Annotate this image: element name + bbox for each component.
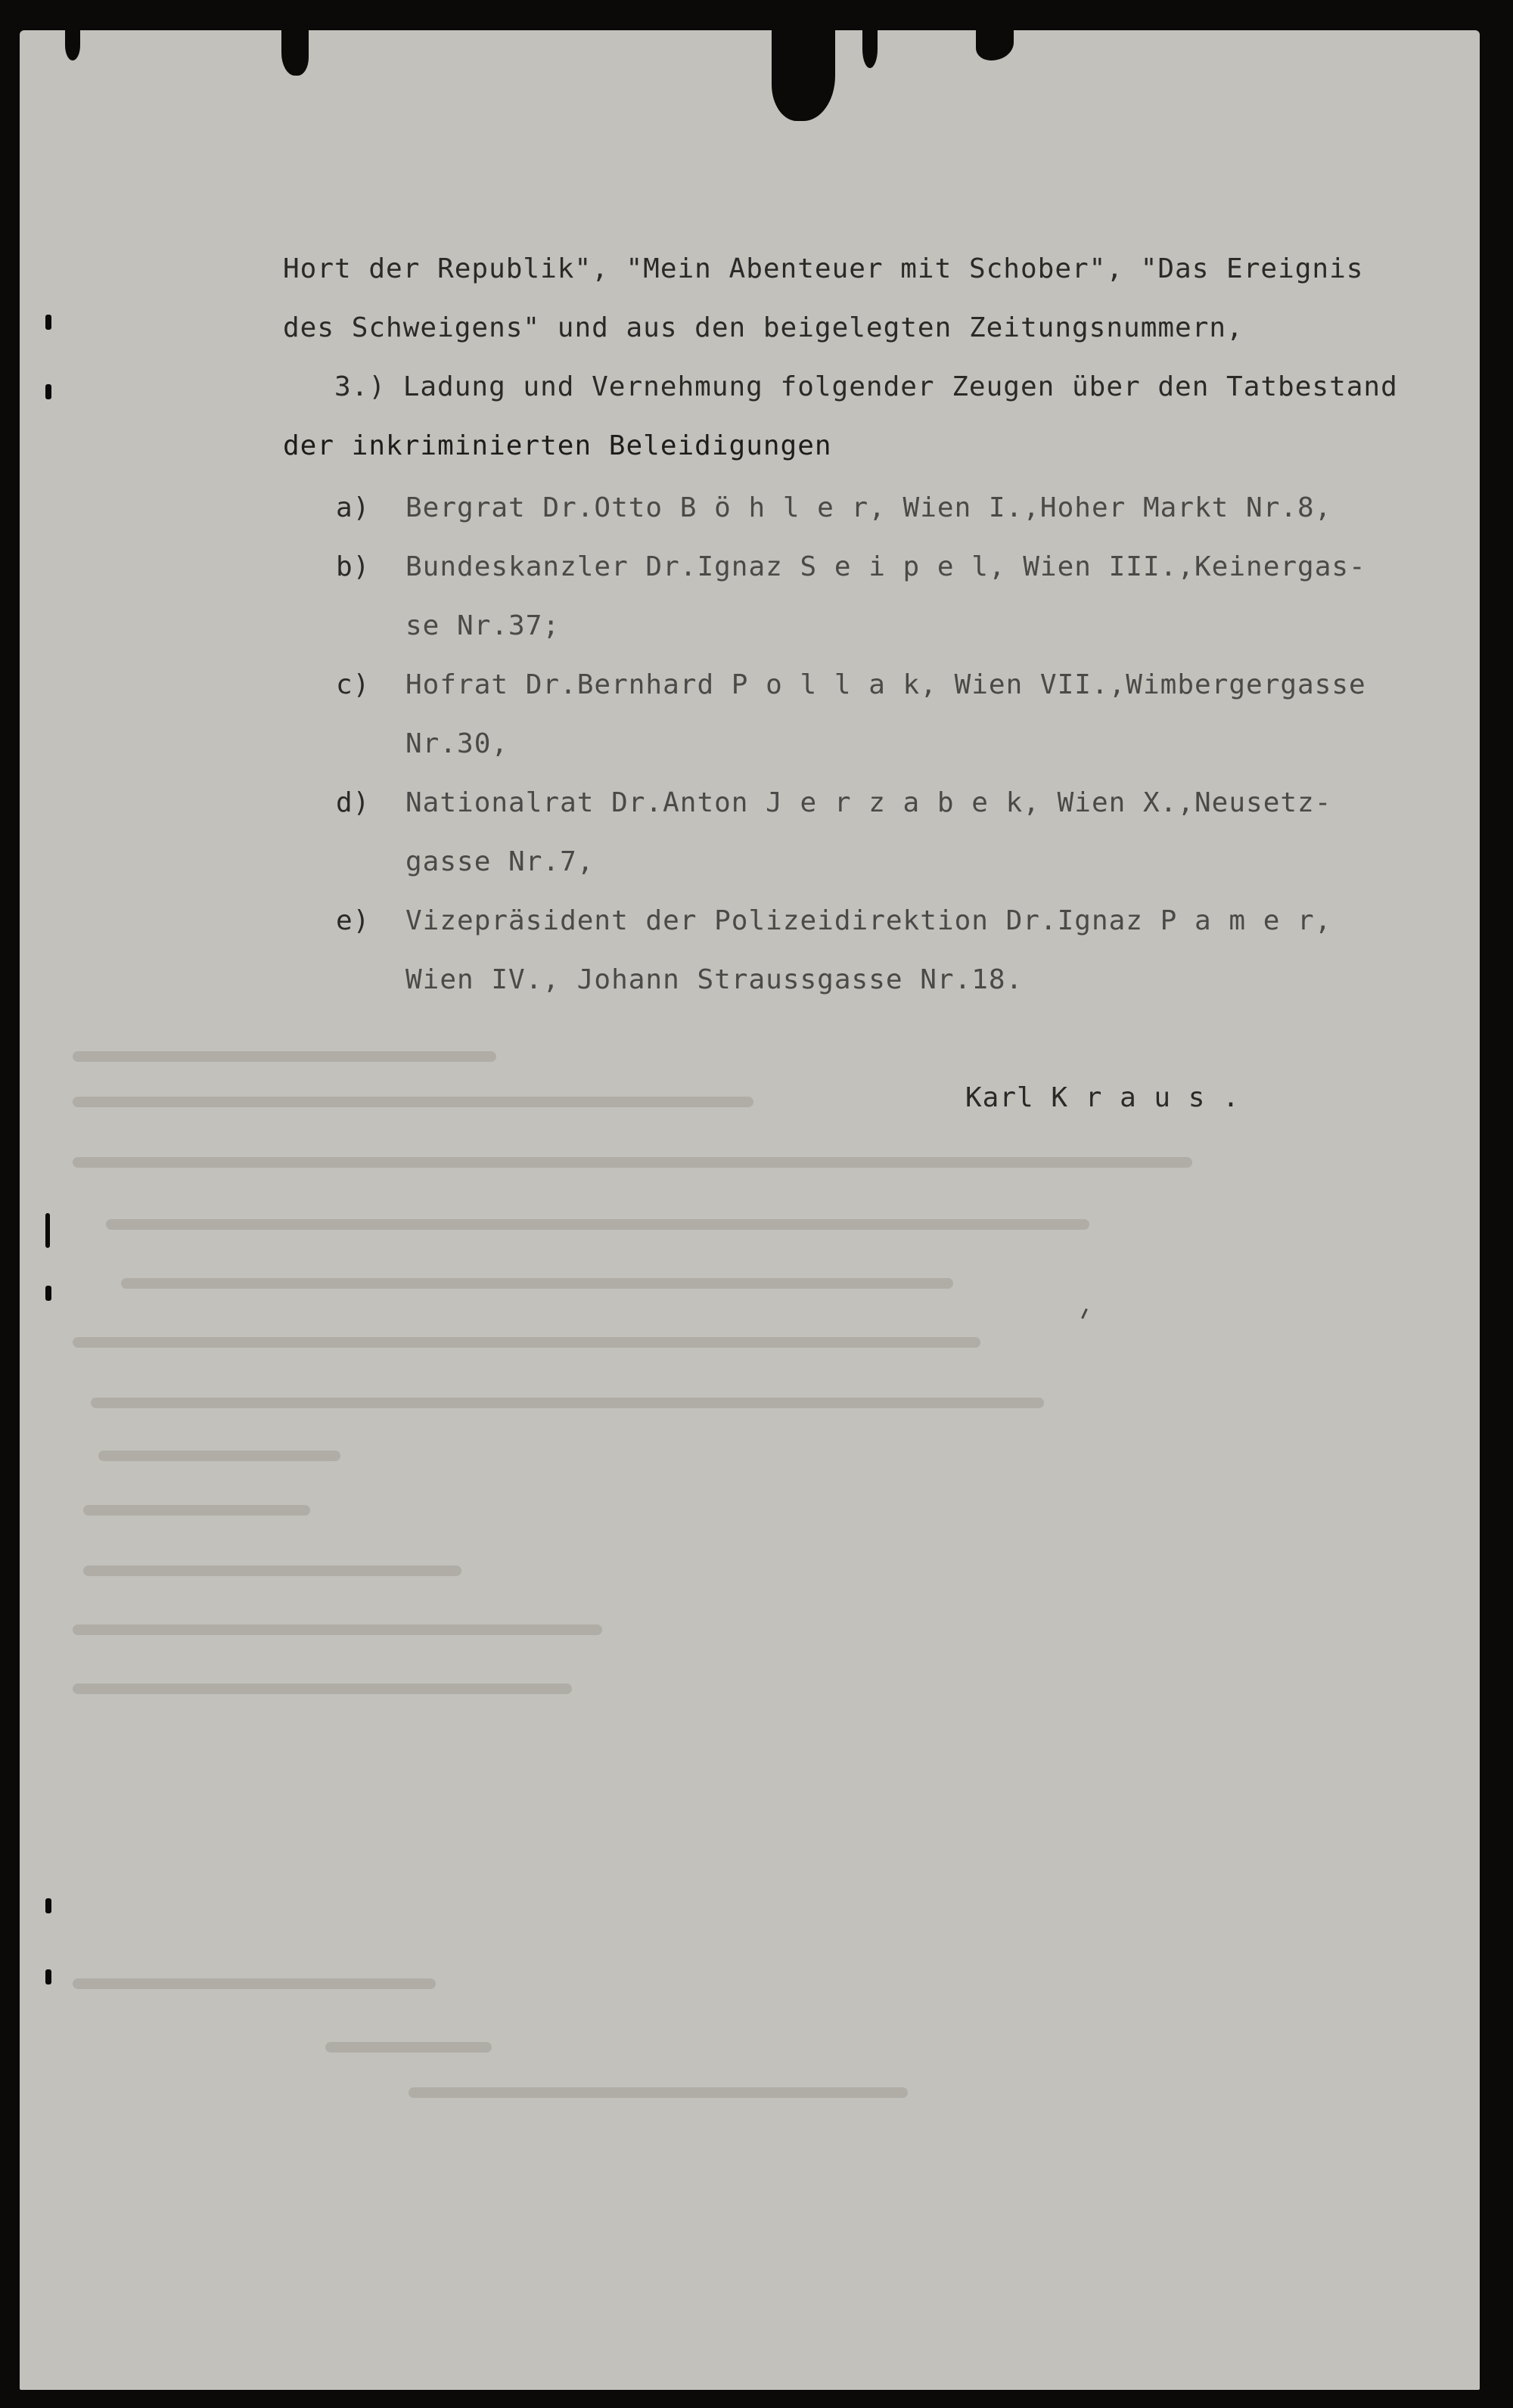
punch-hole-mark	[45, 1898, 51, 1913]
signature: Karl K r a u s .	[965, 1082, 1240, 1113]
torn-edge	[281, 30, 309, 76]
torn-edge	[772, 30, 835, 121]
list-label: c)	[336, 669, 371, 700]
witness-entry: Nr.30,	[405, 728, 509, 759]
witness-entry: Nationalrat Dr.Anton J e r z a b e k, Wien X.,Neusetz-	[405, 787, 1332, 818]
bleed-through-text	[409, 2087, 908, 2098]
list-label: b)	[336, 551, 371, 582]
bleed-through-text	[83, 1566, 461, 1576]
body-text-line: 3.) Ladung und Vernehmung folgender Zeugen über den Tatbestand	[334, 371, 1398, 402]
punch-hole-mark	[45, 315, 51, 330]
bleed-through-text	[73, 1624, 602, 1635]
bleed-through-text	[91, 1398, 1044, 1408]
bleed-through-text	[106, 1219, 1089, 1230]
punch-hole-mark	[45, 1213, 50, 1248]
bleed-through-text	[73, 1097, 753, 1107]
torn-edge	[65, 30, 80, 61]
bleed-through-text	[83, 1505, 310, 1516]
body-text-line: der inkriminierten Beleidigungen	[283, 430, 832, 461]
witness-entry: gasse Nr.7,	[405, 846, 595, 877]
bleed-through-text	[73, 1051, 496, 1062]
witness-entry: Bundeskanzler Dr.Ignaz S e i p e l, Wien III.,Keinergas-	[405, 551, 1366, 582]
punch-hole-mark	[45, 384, 51, 399]
list-label: a)	[336, 492, 371, 523]
bleed-through-text	[73, 1337, 980, 1348]
bleed-through-text	[121, 1278, 953, 1289]
bleed-through-text	[73, 1683, 572, 1694]
witness-entry: Wien IV., Johann Straussgasse Nr.18.	[405, 964, 1024, 995]
witness-entry: Vizepräsident der Polizeidirektion Dr.Ignaz P a m e r,	[405, 905, 1332, 936]
witness-entry: Bergrat Dr.Otto B ö h l e r, Wien I.,Hoher Markt Nr.8,	[405, 492, 1332, 523]
body-text-line: Hort der Republik", "Mein Abenteuer mit Schober", "Das Ereignis	[283, 253, 1364, 284]
list-label: e)	[336, 905, 371, 936]
witness-entry: se Nr.37;	[405, 610, 561, 641]
list-label: d)	[336, 787, 371, 818]
punch-hole-mark	[45, 1969, 51, 1984]
bleed-through-text	[325, 2042, 492, 2053]
bleed-through-text	[98, 1451, 340, 1461]
bleed-through-text	[73, 1978, 436, 1989]
bleed-through-text	[73, 1157, 1192, 1168]
punch-hole-mark	[45, 1286, 51, 1301]
witness-entry: Hofrat Dr.Bernhard P o l l a k, Wien VII.,Wimbergergasse	[405, 669, 1366, 700]
body-text-line: des Schweigens" und aus den beigelegten Zeitungsnummern,	[283, 312, 1244, 343]
torn-edge	[862, 30, 878, 68]
